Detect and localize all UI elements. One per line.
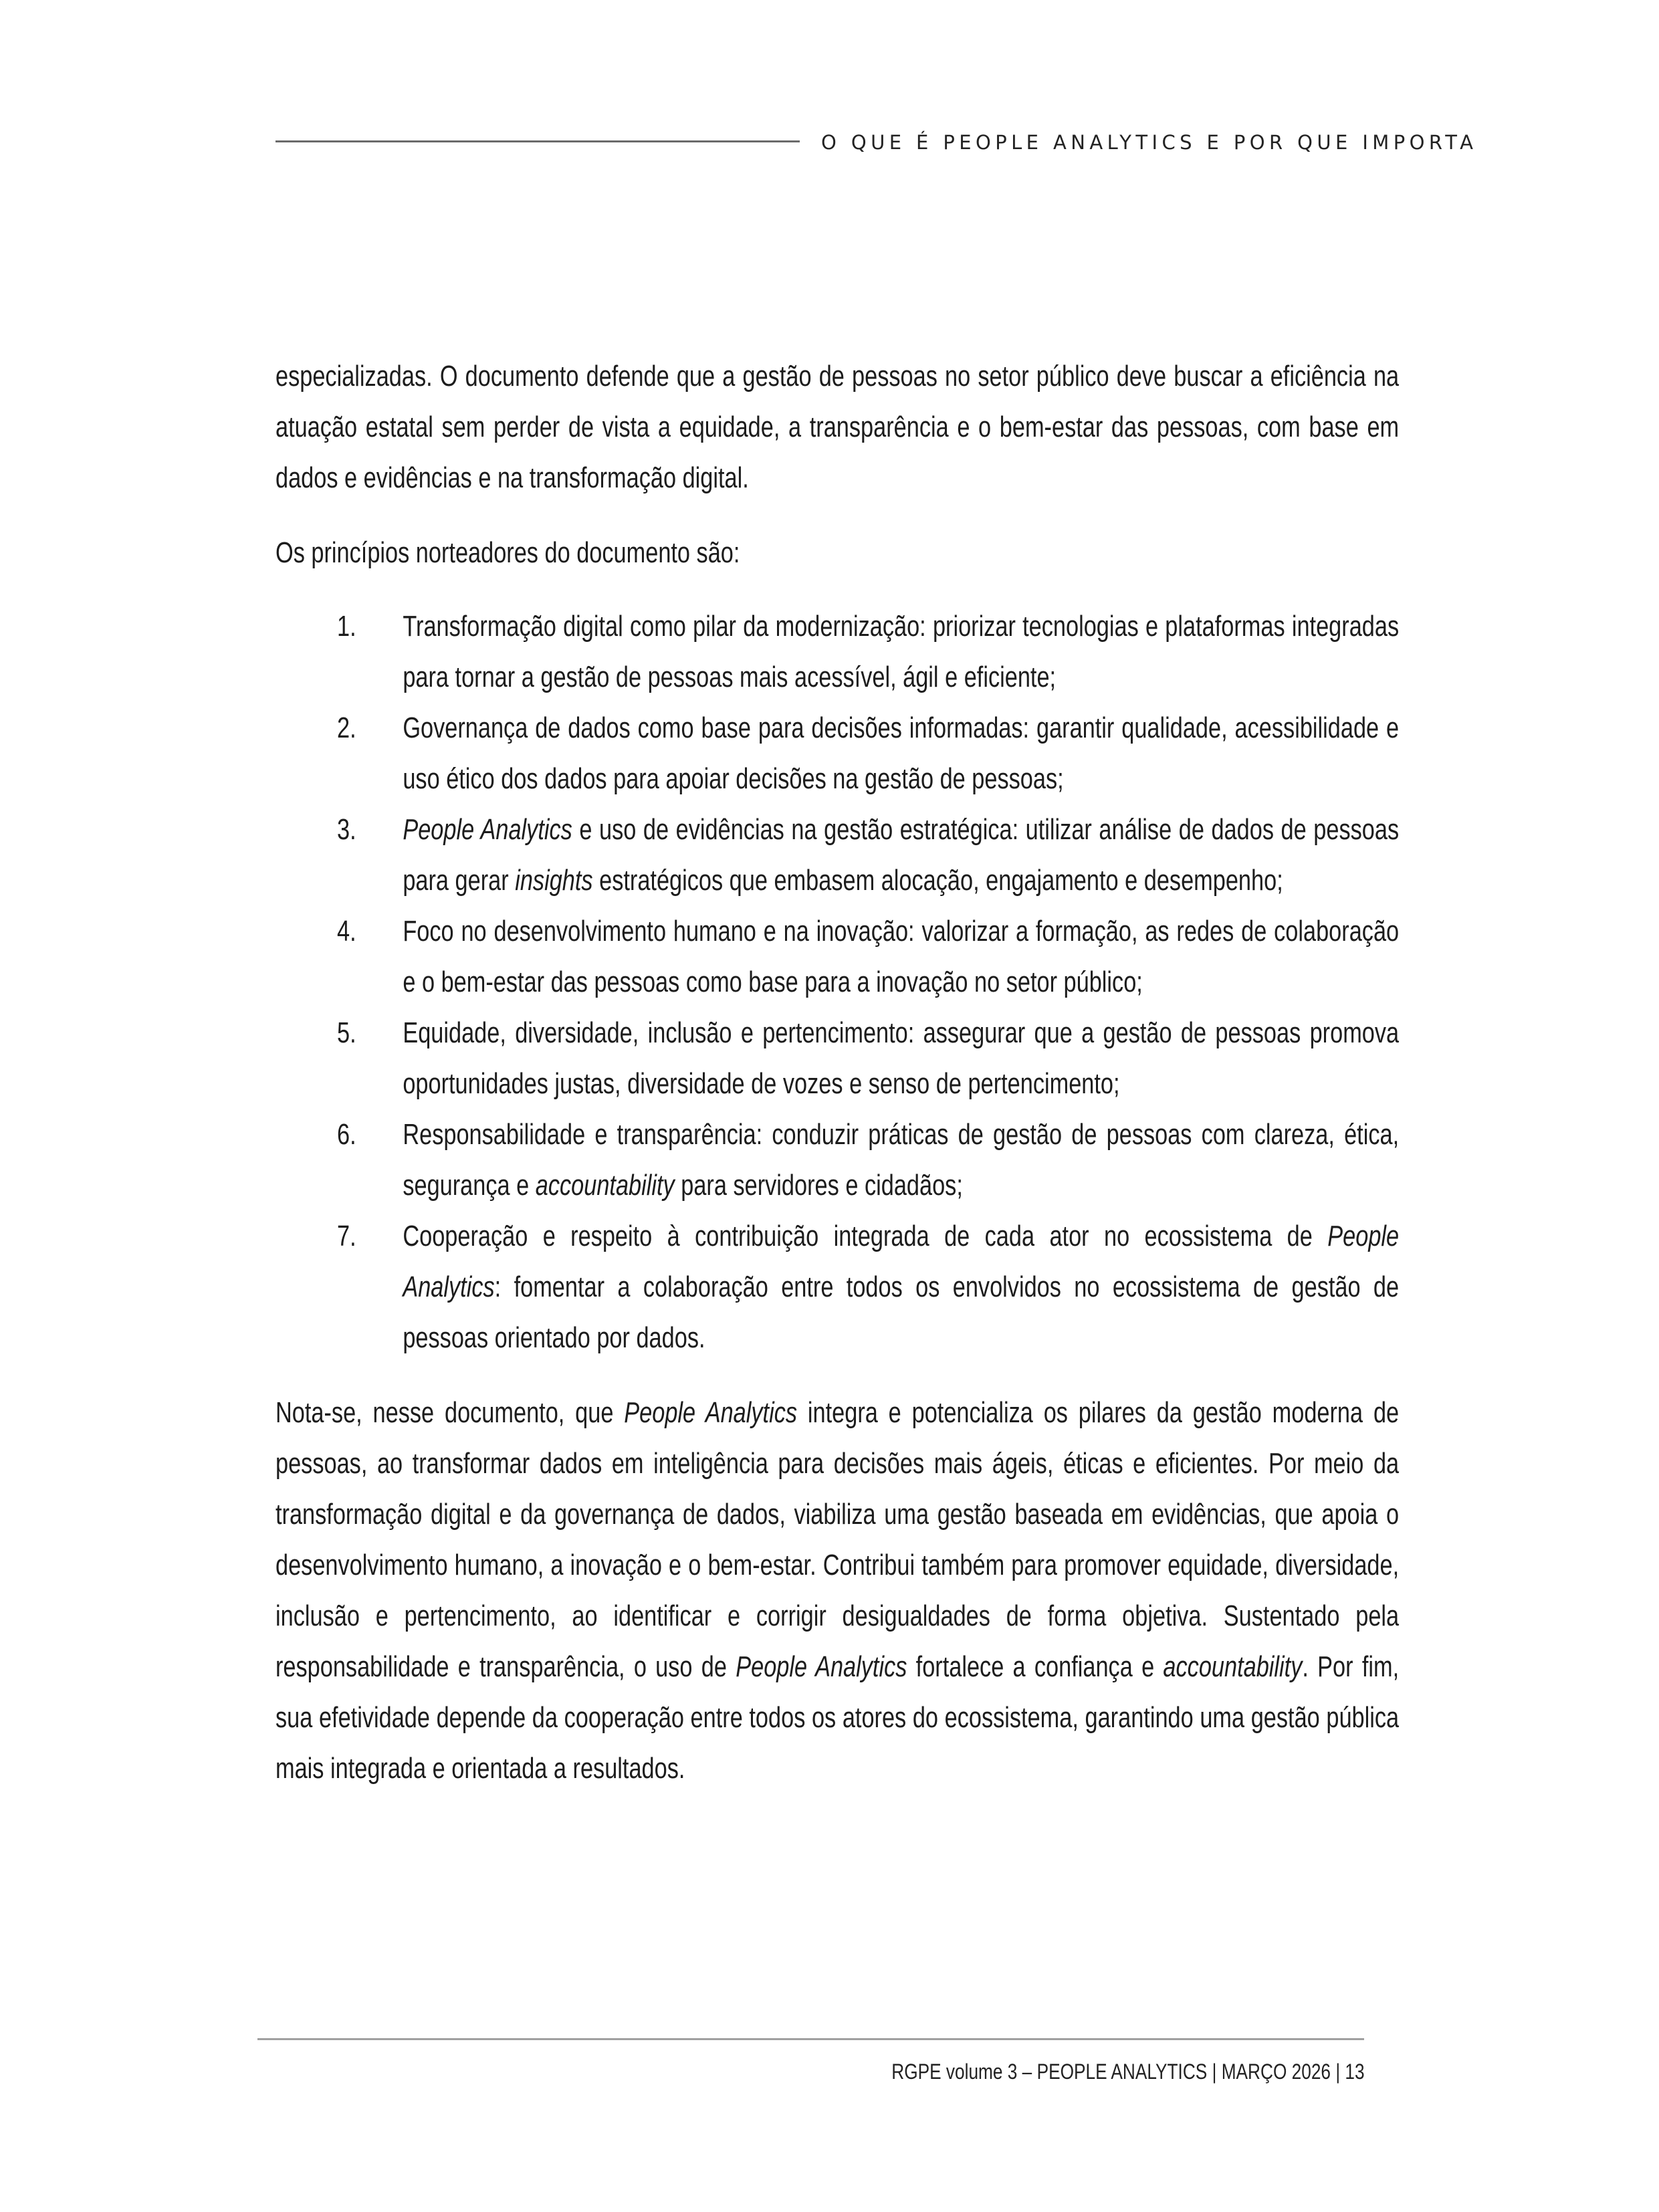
running-header-title: O QUE É PEOPLE ANALYTICS E POR QUE IMPORTA [821,131,1478,154]
item-text: Transformação digital como pilar da modernização: priorizar tecnologias e plataformas integradas para tornar a gestão de pessoas mais acessível, ágil e eficiente; [403,610,1400,693]
item-italic-term: insights [515,864,593,897]
text-run: fortalece a confiança e [907,1650,1164,1683]
italic-term: People Analytics [624,1396,798,1429]
principles-intro: Os princípios norteadores do documento são: [275,536,740,569]
text-run: . Por fim, sua efetividade depende da cooperação entre todos os atores do ecossistema, garantindo uma gestão pública mais integrada e orientada a resultados. [275,1650,1400,1785]
item-number: 1. [337,610,356,643]
item-italic-term: People Analytics [403,813,572,846]
principle-item [275,804,1399,906]
italic-term: People Analytics [736,1650,907,1683]
footer-rule [257,2038,1364,2040]
running-footer: RGPE volume 3 – PEOPLE ANALYTICS | MARÇO 2026 | 13 [891,2060,1365,2084]
item-text: estratégicos que embasem alocação, engajamento e desempenho; [592,864,1283,897]
italic-term: accountability [1163,1650,1303,1683]
principle-item [275,1211,1399,1363]
item-text: Foco no desenvolvimento humano e na inovação: valorizar a formação, as redes de colaboração e o bem-estar das pessoas como base para a inovação no setor público; [403,915,1400,998]
paragraph-conclusion [275,1388,1399,1794]
item-number: 7. [337,1220,356,1252]
item-text: e uso de evidências na gestão estratégica: utilizar análise de dados de pessoas para gerar [403,813,1400,897]
item-text: Governança de dados como base para decisões informadas: garantir qualidade, acessibilidade e uso ético dos dados para apoiar decisões na gestão de pessoas; [403,711,1400,795]
item-text: Cooperação e respeito à contribuição integrada de cada ator no ecossistema de [403,1220,1328,1252]
item-number: 4. [337,915,356,948]
item-number: 2. [337,711,356,744]
principle-item [275,1109,1399,1211]
principle-item [275,1008,1399,1109]
principle-item [275,601,1399,703]
principles-list [275,601,1399,1363]
header-rule [275,140,800,142]
text-run: integra e potencializa os pilares da gestão moderna de pessoas, ao transformar dados em inteligência para decisões mais ágeis, éticas e eficientes. Por meio da transformação digital e da governança de dados, viabiliza uma gestão baseada em evidências, que apoia o desenvolvimento humano, a inovação e o bem-estar. Contribui também para promover equidade, diversidade, inclusão e pertencimento, ao identificar e corrigir desigualdades de forma objetiva. Sustentado pela responsabilidade e transparência, o uso de [275,1396,1400,1683]
item-text: Equidade, diversidade, inclusão e pertencimento: assegurar que a gestão de pessoas promova oportunidades justas, diversidade de vozes e senso de pertencimento; [403,1016,1400,1100]
item-number: 6. [337,1118,356,1151]
page-body [275,351,1399,1794]
paragraph-continuation: especializadas. O documento defende que a gestão de pessoas no setor público deve buscar a eficiência na atuação estatal sem perder de vista a equidade, a transparência e o bem-estar das pessoas, com base em dados e evidências e na transformação digital. [275,360,1400,494]
item-text: : fomentar a colaboração entre todos os envolvidos no ecossistema de gestão de pessoas orientado por dados. [403,1270,1400,1354]
item-text: para servidores e cidadãos; [674,1169,963,1202]
item-number: 3. [337,813,356,846]
item-text: Responsabilidade e transparência: conduzir práticas de gestão de pessoas com clareza, ética, segurança e [403,1118,1400,1202]
text-run: Nota-se, nesse documento, que [275,1396,625,1429]
principle-item [275,906,1399,1008]
item-italic-term: accountability [535,1169,675,1202]
principle-item [275,703,1399,804]
item-number: 5. [337,1016,356,1049]
item-italic-term: People Analytics [403,1220,1400,1303]
